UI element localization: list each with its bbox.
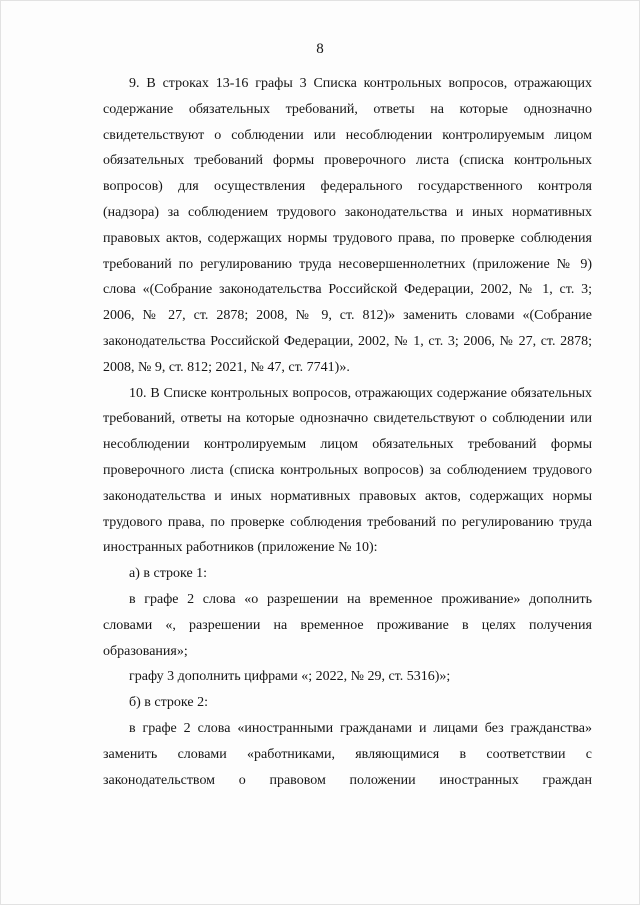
paragraph-item-9: 9. В строках 13-16 графы 3 Списка контрольных вопросов, отражающих содержание обязательных требований, ответы на которые однозначно свидетельствуют о соблюдении или несоблюдении контролируемым лицом обязательных требований формы проверочного листа (списка контрольных вопросов) для осуществления федерального государственного контроля (надзора) за соблюдением трудового законодательства и иных нормативных правовых актов, содержащих нормы трудового права, по проверке соблюдения требований по регулированию труда несовершеннолетних (приложение № 9) слова «(Собрание законодательства Российской Федерации, 2002, № 1, ст. 3; 2006, № 27, ст. 2878; 2008, № 9, ст. 812)» заменить словами «(Собрание законодательства Российской Федерации, 2002, № 1, ст. 3; 2006, № 27, ст. 2878; 2008, № 9, ст. 812; 2021, № 47, ст. 7741)». bbox=[103, 76, 592, 375]
paragraph-column-2-amendment: в графе 2 слова «о разрешении на временное проживание» дополнить словами «, разрешении на временное проживание в целях получения образования»; bbox=[103, 591, 592, 659]
paragraph-item-10: 10. В Списке контрольных вопросов, отражающих содержание обязательных требований, ответы на которые однозначно свидетельствуют о соблюдении или несоблюдении контролируемым лицом обязательных требований формы проверочного листа (списка контрольных вопросов) за соблюдением трудового законодательства и иных нормативных правовых актов, содержащих нормы трудового права, по проверке соблюдения требований по регулированию труда иностранных работников (приложение № 10): bbox=[103, 385, 592, 556]
document-body bbox=[103, 71, 592, 793]
paragraph-continued: в графе 2 слова «иностранными гражданами и лицами без гражданства» заменить словами «работниками, являющимися в соответствии с законодательством о правовом положении иностранных граждан bbox=[103, 720, 592, 788]
subitem-b: б) в строке 2: bbox=[129, 695, 208, 711]
paragraph-column-3-amendment: графу 3 дополнить цифрами «; 2022, № 29, ст. 5316)»; bbox=[129, 669, 451, 685]
subitem-a: а) в строке 1: bbox=[129, 566, 208, 582]
page-number: 8 bbox=[316, 41, 324, 57]
